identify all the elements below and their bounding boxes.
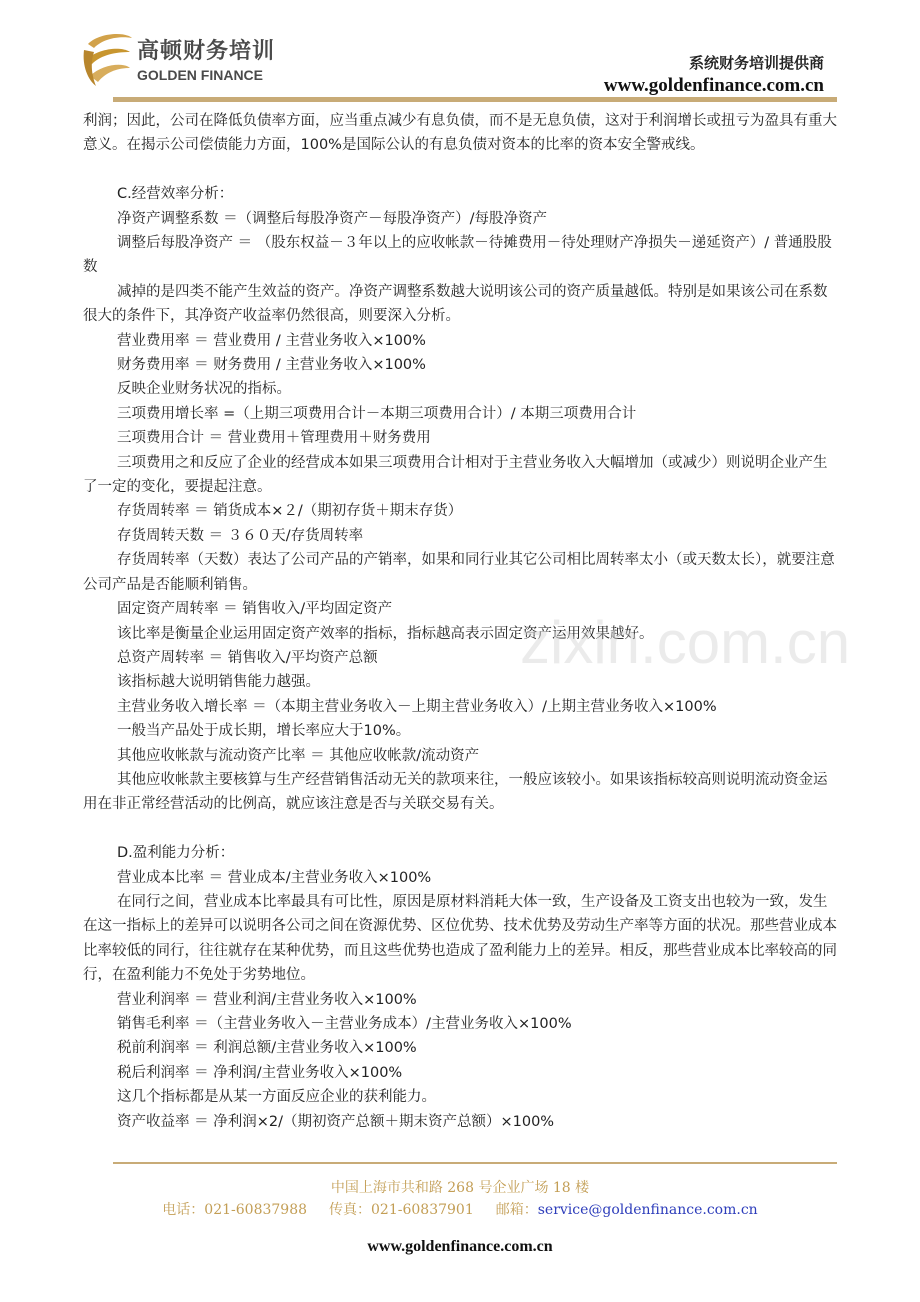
paragraph: 利润；因此，公司在降低负债率方面，应当重点减少有息负债，而不是无息负债，这对于利润增长或扭亏为盈具有重大意义。在揭示公司偿债能力方面，100%是国际公认的有息负债对资本的比率的资本安全警戒线。: [83, 113, 837, 154]
footer-email-link[interactable]: service@goldenfinance.com.cn: [537, 1202, 758, 1218]
footer-email-label: 邮箱：: [495, 1202, 538, 1218]
paragraph: 其他应收帐款与流动资产比率 ＝ 其他应收帐款/流动资产: [117, 747, 480, 764]
paragraph: 固定资产周转率 ＝ 销售收入/平均固定资产: [117, 601, 393, 618]
golden-finance-logo: [82, 30, 276, 90]
page-header: [0, 0, 920, 110]
paragraph: 销售毛利率 ＝（主营业务收入－主营业务成本）/主营业务收入×100%: [117, 1016, 572, 1032]
paragraph: 三项费用之和反应了企业的经营成本如果三项费用合计相对于主营业务收入大幅增加（或减少）则说明企业产生了一定的变化，要提起注意。: [83, 454, 828, 496]
paragraph: 主营业务收入增长率 ＝（本期主营业务收入－上期主营业务收入）/上期主营业务收入×100%: [117, 698, 717, 715]
footer-website-link[interactable]: www.goldenfinance.com.cn: [367, 1238, 553, 1255]
paragraph: 在同行之间，营业成本比率最具有可比性，原因是原材料消耗大体一致，生产设备及工资支出也较为一致，发生在这一指标上的差异可以说明各公司之间在资源优势、区位优势、技术优势及劳动生产率等方面的状况。那些营业成本比率较低的同行，往往就存在某种优势，而且这些优势也造成了盈利能力上的差异。相反，那些营业成本比率较高的同行，在盈利能力不免处于劣势地位。: [83, 893, 837, 984]
header-tagline: 系统财务培训提供商: [688, 54, 824, 72]
paragraph: 这几个指标都是从某一方面反应企业的获利能力。: [117, 1089, 436, 1106]
blank-line: [83, 158, 837, 182]
paragraph: 资产收益率 ＝ 净利润×2/（期初资产总额＋期末资产总额）×100%: [117, 1113, 555, 1130]
paragraph: 三项费用合计 ＝ 营业费用＋管理费用＋财务费用: [117, 430, 431, 447]
paragraph: D.盈利能力分析：: [117, 845, 235, 862]
footer-contact: [0, 1199, 920, 1219]
paragraph: 营业费用率 ＝ 营业费用 / 主营业务收入×100%: [117, 332, 426, 349]
logo-swirl-icon: [82, 30, 134, 90]
footer-address: 中国上海市共和路 268 号企业广场 18 楼: [330, 1180, 590, 1196]
paragraph: 营业成本比率 ＝ 营业成本/主营业务收入×100%: [117, 869, 432, 886]
paragraph: 反映企业财务状况的指标。: [117, 381, 291, 398]
footer-phone: 电话：021-60837988: [162, 1202, 308, 1218]
paragraph: 该比率是衡量企业运用固定资产效率的指标，指标越高表示固定资产运用效果越好。: [117, 625, 654, 642]
paragraph: 税后利润率 ＝ 净利润/主营业务收入×100%: [117, 1064, 403, 1081]
paragraph: 存货周转率（天数）表达了公司产品的产销率，如果和同行业其它公司相比周转率太小（或天数太长），就要注意公司产品是否能顺利销售。: [83, 552, 835, 593]
footer-fax: 传真：021-60837901: [329, 1202, 474, 1218]
paragraph: 税前利润率 ＝ 利润总额/主营业务收入×100%: [117, 1040, 417, 1057]
blank-line: [83, 817, 837, 841]
watermark: zixin.com.cn: [520, 609, 851, 676]
paragraph: 减掉的是四类不能产生效益的资产。净资产调整系数越大说明该公司的资产质量越低。特别是如果该公司在系数很大的条件下，其净资产收益率仍然很高，则要深入分析。: [83, 283, 828, 325]
paragraph: 财务费用率 ＝ 财务费用 / 主营业务收入×100%: [117, 357, 426, 374]
footer-divider: [113, 1162, 837, 1164]
paragraph: 营业利润率 ＝ 营业利润/主营业务收入×100%: [117, 991, 417, 1008]
paragraph: 净资产调整系数 ＝（调整后每股净资产－每股净资产）/每股净资产: [117, 210, 547, 227]
paragraph: 存货周转率 ＝ 销货成本×２/（期初存货＋期末存货）: [117, 503, 463, 520]
paragraph: 该指标越大说明销售能力越强。: [117, 674, 320, 691]
paragraph: C.经营效率分析：: [117, 186, 234, 203]
paragraph: 调整后每股净资产 ＝ （股东权益－３年以上的应收帐款－待摊费用－待处理财产净损失－递延资产）/ 普通股股数: [83, 235, 832, 276]
paragraph: 其他应收帐款主要核算与生产经营销售活动无关的款项来往，一般应该较小。如果该指标较高则说明流动资金运用在非正常经营活动的比例高，就应该注意是否与关联交易有关。: [83, 771, 828, 813]
header-divider: [113, 97, 837, 102]
logo-chinese-name: 高顿财务培训: [137, 39, 276, 64]
logo-english-name: GOLDEN FINANCE: [137, 67, 263, 83]
paragraph: 一般当产品处于成长期，增长率应大于10%。: [117, 723, 411, 740]
header-website-link[interactable]: www.goldenfinance.com.cn: [603, 75, 824, 96]
paragraph: 存货周转天数 ＝ ３６０天/存货周转率: [117, 527, 364, 544]
paragraph: 总资产周转率 ＝ 销售收入/平均资产总额: [117, 649, 378, 666]
paragraph: 三项费用增长率 =（上期三项费用合计－本期三项费用合计）/ 本期三项费用合计: [117, 405, 637, 422]
